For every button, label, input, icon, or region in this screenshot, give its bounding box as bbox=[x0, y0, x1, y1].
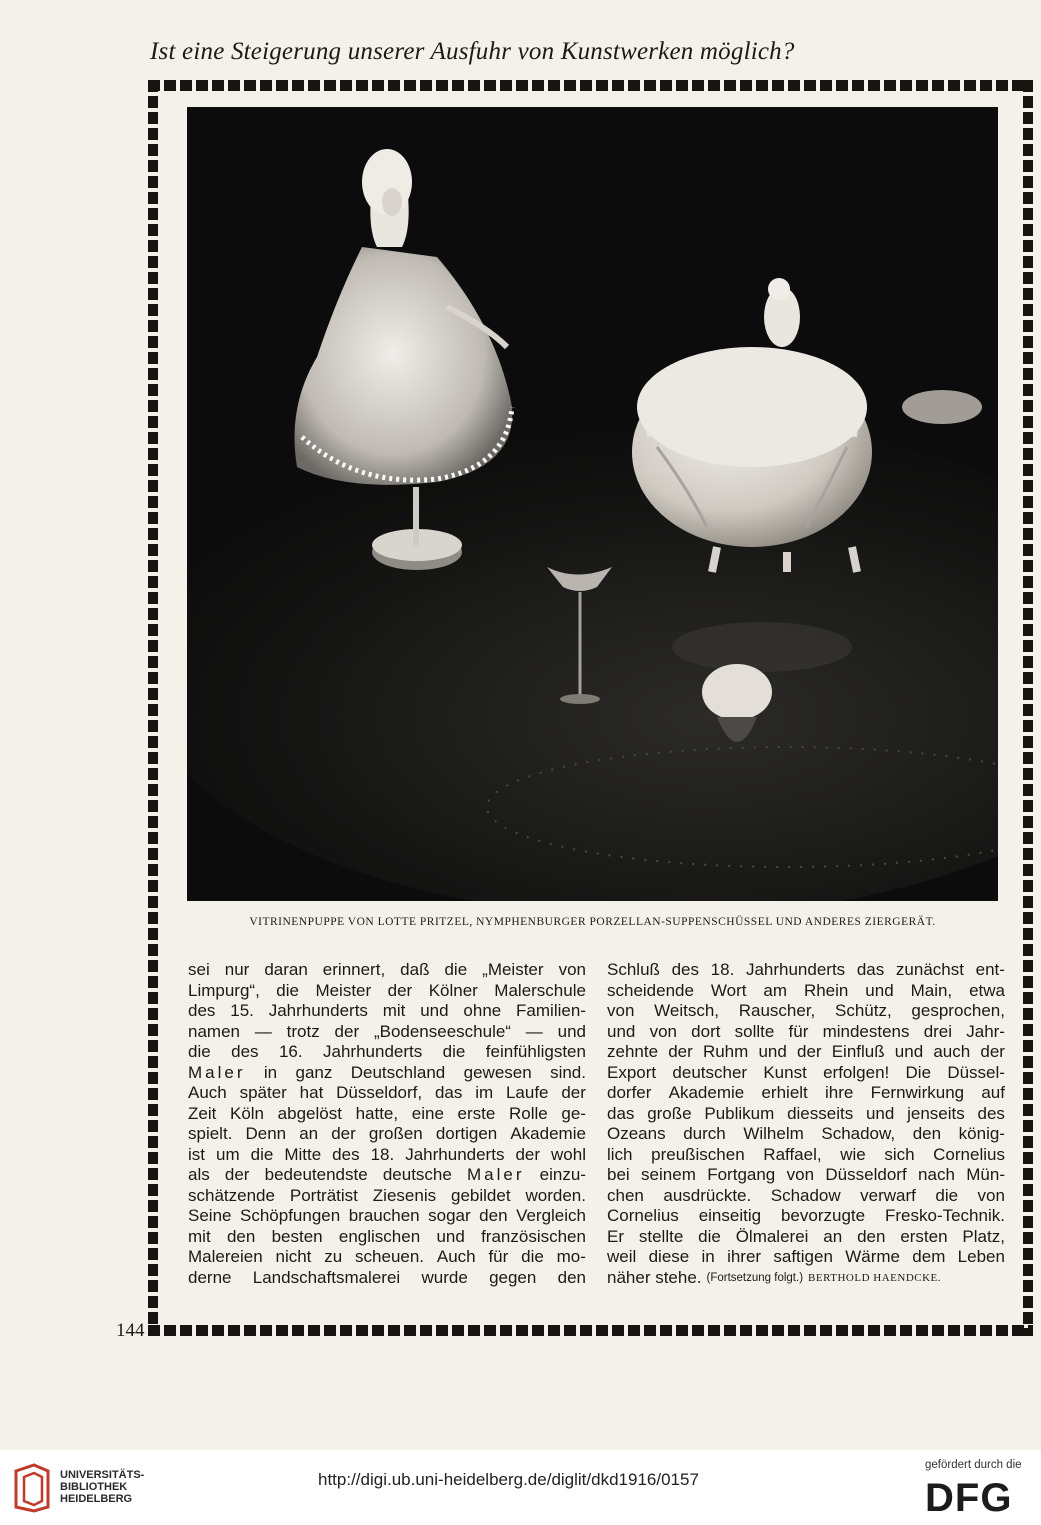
photograph-illustration bbox=[187, 107, 998, 901]
word: Vergleich bbox=[516, 1206, 586, 1225]
word: Cornelius bbox=[607, 1206, 679, 1225]
word: mit bbox=[382, 1001, 406, 1020]
word: Schadow, bbox=[821, 1124, 896, 1143]
word: Düsseldorf, bbox=[336, 1083, 423, 1102]
word: englischen bbox=[338, 1226, 421, 1246]
word: und bbox=[436, 1226, 465, 1246]
word: 18. bbox=[370, 1144, 395, 1164]
word: ersten bbox=[900, 1226, 948, 1246]
word: als bbox=[188, 1165, 210, 1184]
word: dem bbox=[912, 1247, 946, 1266]
word: der bbox=[980, 1042, 1005, 1061]
word: Limpurg“, bbox=[188, 980, 260, 1000]
word: Er bbox=[607, 1226, 624, 1246]
word: mo- bbox=[556, 1247, 586, 1266]
word: bei bbox=[607, 1165, 630, 1184]
dfg-logo: DFG bbox=[925, 1476, 1013, 1520]
word: zehnte bbox=[607, 1042, 659, 1061]
text-line bbox=[188, 1083, 586, 1104]
word: den bbox=[912, 1124, 942, 1143]
word: Maler bbox=[188, 1062, 246, 1082]
word: daran bbox=[264, 960, 308, 979]
word: Raffael, bbox=[763, 1144, 822, 1164]
word: ist bbox=[188, 1144, 205, 1164]
word: den bbox=[557, 1267, 586, 1287]
word: auf bbox=[981, 1083, 1005, 1102]
text-line bbox=[188, 1247, 586, 1268]
word: Schöpfungen bbox=[240, 1206, 341, 1225]
text-line bbox=[188, 1042, 586, 1063]
word: Wort bbox=[710, 980, 747, 1000]
word: seinem bbox=[641, 1165, 696, 1184]
word: Kunst bbox=[763, 1062, 807, 1082]
word: in bbox=[263, 1062, 278, 1082]
word: namen bbox=[188, 1021, 240, 1041]
word: chen bbox=[607, 1185, 644, 1205]
word: gesprochen, bbox=[911, 1001, 1005, 1020]
word: große bbox=[647, 1103, 692, 1123]
word: Kölner bbox=[428, 980, 478, 1000]
word: der bbox=[334, 1021, 360, 1041]
word: Ziesenis bbox=[372, 1185, 437, 1205]
text-line bbox=[188, 1268, 586, 1289]
word: Fresko-Technik. bbox=[884, 1206, 1005, 1225]
word: das bbox=[434, 1083, 463, 1102]
word: sollte bbox=[734, 1021, 775, 1041]
text-line bbox=[188, 1001, 586, 1022]
word: trotz bbox=[286, 1021, 320, 1041]
word: derne bbox=[188, 1267, 232, 1287]
word: Maler bbox=[466, 1165, 525, 1184]
word: des bbox=[671, 960, 699, 979]
author-name: BERTHOLD HAENDCKE. bbox=[808, 1271, 942, 1284]
word: Mitte bbox=[284, 1144, 322, 1164]
word: und bbox=[557, 1021, 586, 1041]
word: den bbox=[226, 1226, 256, 1246]
text-line bbox=[188, 1145, 586, 1166]
word: Main, bbox=[910, 980, 953, 1000]
word: und bbox=[758, 1042, 787, 1061]
word: des bbox=[231, 1042, 259, 1061]
word: Rolle bbox=[508, 1103, 548, 1123]
library-line: UNIVERSITÄTS- bbox=[60, 1469, 145, 1481]
word: — bbox=[254, 1021, 272, 1041]
word: scheidende bbox=[607, 980, 694, 1000]
word: die bbox=[276, 980, 299, 1000]
word: der bbox=[561, 1083, 586, 1102]
word: wurde bbox=[421, 1267, 468, 1287]
word: spielt. bbox=[188, 1124, 233, 1143]
page-number: 144 bbox=[116, 1320, 145, 1341]
word: erhielt bbox=[761, 1083, 808, 1102]
permalink-url[interactable]: http://digi.ub.uni-heidelberg.de/diglit/dkd1916/0157 bbox=[318, 1470, 699, 1489]
text-line bbox=[188, 960, 586, 981]
word: dortigen bbox=[435, 1124, 498, 1143]
word: Jahrhunderts bbox=[745, 960, 846, 979]
word: Leben bbox=[957, 1247, 1005, 1266]
word: drei bbox=[923, 1021, 953, 1041]
word: deutsche bbox=[382, 1165, 452, 1184]
word: für bbox=[488, 1247, 509, 1266]
word: nur bbox=[224, 960, 250, 979]
word: die bbox=[250, 1144, 274, 1164]
word: zu bbox=[324, 1247, 343, 1266]
word: Malerschule bbox=[494, 980, 586, 1000]
word: französischen bbox=[481, 1226, 586, 1246]
word: die bbox=[444, 960, 468, 979]
word: sich bbox=[884, 1144, 915, 1164]
word: verwarf bbox=[860, 1185, 916, 1205]
text-line bbox=[607, 981, 1005, 1002]
word: von bbox=[977, 1185, 1005, 1205]
word: diese bbox=[648, 1247, 690, 1266]
word: Düsseldorf bbox=[825, 1165, 907, 1184]
word: zunächst bbox=[895, 960, 964, 979]
text-line bbox=[188, 1165, 586, 1186]
word: für bbox=[788, 1021, 809, 1041]
text-line bbox=[188, 981, 586, 1002]
word: weil bbox=[607, 1247, 637, 1266]
word: Publikum bbox=[704, 1103, 775, 1123]
word: Familien- bbox=[516, 1001, 586, 1020]
word: Jahrhunderts bbox=[323, 1042, 423, 1061]
word: von bbox=[607, 1001, 635, 1020]
text-line bbox=[607, 960, 1005, 981]
word: Zeit bbox=[188, 1103, 217, 1123]
word: die bbox=[935, 1185, 959, 1205]
word: gegen bbox=[489, 1267, 537, 1287]
word: ohne bbox=[463, 1001, 502, 1020]
word: durch bbox=[683, 1124, 726, 1143]
word: Porträtist bbox=[289, 1185, 358, 1205]
word: Akademie bbox=[668, 1083, 745, 1102]
word: schätzende bbox=[188, 1185, 275, 1205]
word: um bbox=[216, 1144, 240, 1164]
word: bedeutendste bbox=[264, 1165, 368, 1184]
text-line bbox=[607, 1145, 1005, 1166]
word: jenseits bbox=[907, 1103, 965, 1123]
continuation-note: (Fortsetzung folgt.) bbox=[706, 1271, 804, 1284]
word: Mün- bbox=[966, 1165, 1005, 1184]
text-line bbox=[607, 1186, 1005, 1207]
word: Export bbox=[607, 1062, 657, 1082]
word: Malereien bbox=[188, 1247, 263, 1266]
word: in bbox=[701, 1247, 715, 1266]
word: Schütz, bbox=[835, 1001, 892, 1020]
word: Wilhelm bbox=[743, 1124, 804, 1143]
university-library-logo-icon bbox=[12, 1463, 52, 1513]
frame-border-right bbox=[1023, 80, 1033, 1336]
word: Schluß bbox=[607, 960, 660, 979]
frame-border-bottom bbox=[148, 1325, 1033, 1336]
library-line: BIBLIOTHEK bbox=[60, 1481, 128, 1493]
word: mit bbox=[188, 1226, 211, 1246]
text-column-right bbox=[607, 960, 1005, 1288]
word: und bbox=[865, 1103, 895, 1123]
text-line bbox=[188, 1124, 586, 1145]
university-library-name bbox=[60, 1469, 144, 1505]
word: lich bbox=[607, 1144, 633, 1164]
word: Platz, bbox=[962, 1226, 1005, 1246]
word: abgelöst bbox=[277, 1103, 342, 1123]
word: der bbox=[387, 980, 413, 1000]
word: den bbox=[479, 1206, 508, 1225]
word: brauchen bbox=[348, 1206, 420, 1225]
word: Deutschland bbox=[350, 1062, 446, 1082]
word: Jahrhunderts bbox=[405, 1144, 505, 1164]
word: Fernwirkung bbox=[870, 1083, 965, 1102]
word: sind. bbox=[550, 1062, 586, 1082]
word: worden. bbox=[525, 1185, 586, 1205]
word: der bbox=[224, 1165, 250, 1184]
word: etwa bbox=[969, 980, 1005, 1000]
word: der bbox=[331, 1124, 356, 1143]
text-line bbox=[607, 1042, 1005, 1063]
word: das bbox=[607, 1103, 635, 1123]
word: Denn bbox=[245, 1124, 287, 1143]
word: die bbox=[698, 1226, 721, 1246]
word: feinfühligsten bbox=[485, 1042, 586, 1061]
word: Laufe bbox=[505, 1083, 549, 1102]
frame-border-left bbox=[148, 80, 158, 1336]
word: 16. bbox=[278, 1042, 303, 1061]
word: Rauscher, bbox=[738, 1001, 816, 1020]
word: nicht bbox=[275, 1247, 312, 1266]
text-line bbox=[607, 1206, 1005, 1227]
word: 15. bbox=[230, 1001, 254, 1020]
word: von bbox=[558, 960, 586, 979]
word: die bbox=[442, 1042, 466, 1061]
word: Ruhm bbox=[702, 1042, 749, 1061]
text-line bbox=[607, 1247, 1005, 1268]
text-line bbox=[607, 1227, 1005, 1248]
text-column-left bbox=[188, 960, 586, 1288]
word: Auch bbox=[436, 1247, 476, 1266]
text-line bbox=[607, 1104, 1005, 1125]
word: wie bbox=[840, 1144, 866, 1164]
word: besten bbox=[271, 1226, 323, 1246]
word: mindestens bbox=[822, 1021, 910, 1041]
word: Wärme bbox=[845, 1247, 900, 1266]
text-line bbox=[188, 1227, 586, 1248]
word: einseitig bbox=[698, 1206, 762, 1225]
sponsor-text: gefördert durch die bbox=[925, 1459, 1022, 1471]
word: Düssel- bbox=[947, 1062, 1005, 1082]
word: und bbox=[894, 1042, 924, 1061]
word: gebildet bbox=[451, 1185, 511, 1205]
word: im bbox=[475, 1083, 494, 1102]
word: sei bbox=[188, 960, 210, 979]
text-line bbox=[607, 1022, 1005, 1043]
word: Weitsch, bbox=[654, 1001, 720, 1020]
word: Meister bbox=[315, 980, 372, 1000]
word: preußischen bbox=[651, 1144, 745, 1164]
word: den bbox=[857, 1226, 886, 1246]
word: stellte bbox=[638, 1226, 684, 1246]
word: hatte, bbox=[355, 1103, 399, 1123]
text-line bbox=[188, 1063, 586, 1084]
word: des bbox=[977, 1103, 1005, 1123]
word: ihre bbox=[825, 1083, 854, 1102]
word: bevorzugte bbox=[780, 1206, 866, 1225]
text-line bbox=[607, 1083, 1005, 1104]
word: daß bbox=[400, 960, 430, 979]
word: ausdrückte. bbox=[663, 1185, 752, 1205]
word: 18. bbox=[710, 960, 735, 979]
word: Landschaftsmalerei bbox=[252, 1267, 401, 1287]
word: der bbox=[668, 1042, 693, 1061]
text-line bbox=[188, 1186, 586, 1207]
word: Ölmalerei bbox=[735, 1226, 809, 1246]
word: Seine bbox=[188, 1206, 232, 1225]
word: ihrer bbox=[727, 1247, 762, 1266]
word: erinnert, bbox=[322, 960, 386, 979]
word: ge- bbox=[561, 1103, 586, 1123]
text-line bbox=[188, 1206, 586, 1227]
text-line bbox=[607, 1124, 1005, 1145]
word: am bbox=[763, 980, 788, 1000]
running-title: Ist eine Steigerung unserer Ausfuhr von Kunstwerken möglich? bbox=[150, 38, 795, 65]
text-line bbox=[188, 1022, 586, 1043]
photograph bbox=[187, 107, 998, 901]
frame-border-top bbox=[148, 80, 1033, 91]
word: des bbox=[332, 1144, 360, 1164]
word: — bbox=[525, 1021, 543, 1041]
word: die bbox=[521, 1247, 544, 1266]
word: diesseits bbox=[787, 1103, 854, 1123]
word: der bbox=[796, 1042, 822, 1061]
word: eine bbox=[411, 1103, 444, 1123]
word: Schadow bbox=[770, 1185, 841, 1205]
text-line bbox=[607, 1001, 1005, 1022]
word: Akademie bbox=[510, 1124, 586, 1143]
word: Köln bbox=[229, 1103, 265, 1123]
photo-caption: VITRINENPUPPE VON LOTTE PRITZEL, NYMPHENBURGER PORZELLAN-SUPPENSCHÜSSEL UND ANDERES ZIERGERÄT. bbox=[249, 916, 936, 928]
word: Auch bbox=[188, 1083, 227, 1102]
word: Rhein bbox=[803, 980, 849, 1000]
word: ganz bbox=[295, 1062, 333, 1082]
library-line: HEIDELBERG bbox=[60, 1493, 133, 1505]
word: wohl bbox=[551, 1144, 586, 1164]
word: dort bbox=[691, 1021, 721, 1041]
word: an bbox=[823, 1226, 843, 1246]
word: Einfluß bbox=[831, 1042, 885, 1061]
word: einzu- bbox=[539, 1165, 586, 1184]
word: Cornelius bbox=[933, 1144, 1005, 1164]
word: des bbox=[188, 1001, 216, 1020]
word: dorfer bbox=[607, 1083, 652, 1102]
word: auch bbox=[933, 1042, 971, 1061]
text-line bbox=[607, 1063, 1005, 1084]
word: nach bbox=[918, 1165, 955, 1184]
word: Jahrhunderts bbox=[268, 1001, 368, 1020]
word: von bbox=[649, 1021, 677, 1041]
word: scheuen. bbox=[355, 1247, 425, 1266]
text-line bbox=[188, 1104, 586, 1125]
word: der bbox=[515, 1144, 541, 1164]
word: großen bbox=[368, 1124, 423, 1143]
word: und bbox=[420, 1001, 449, 1020]
word: erste bbox=[457, 1103, 496, 1123]
word: gewesen bbox=[463, 1062, 532, 1082]
final-sentence: näher stehe. bbox=[607, 1267, 702, 1287]
word: hat bbox=[299, 1083, 324, 1102]
word: sogar bbox=[428, 1206, 471, 1225]
word: an bbox=[299, 1124, 319, 1143]
word: könig- bbox=[958, 1124, 1005, 1143]
word: Jahr- bbox=[966, 1021, 1005, 1041]
word: ent- bbox=[975, 960, 1005, 979]
word: „Bodenseeschule“ bbox=[373, 1021, 511, 1041]
word: saftigen bbox=[773, 1247, 833, 1266]
word: von bbox=[786, 1165, 815, 1184]
word: das bbox=[856, 960, 885, 979]
text-line bbox=[607, 1165, 1005, 1186]
word: die bbox=[188, 1042, 211, 1061]
word: später bbox=[239, 1083, 287, 1102]
word: „Meister bbox=[482, 960, 544, 979]
word: Ozeans bbox=[607, 1124, 666, 1143]
word: erfolgen! bbox=[823, 1062, 890, 1082]
word: und bbox=[607, 1021, 636, 1041]
word: und bbox=[865, 980, 894, 1000]
word: Fortgang bbox=[707, 1165, 776, 1184]
word: Die bbox=[905, 1062, 932, 1082]
word: deutscher bbox=[672, 1062, 748, 1082]
text-line-final bbox=[607, 1268, 1005, 1289]
